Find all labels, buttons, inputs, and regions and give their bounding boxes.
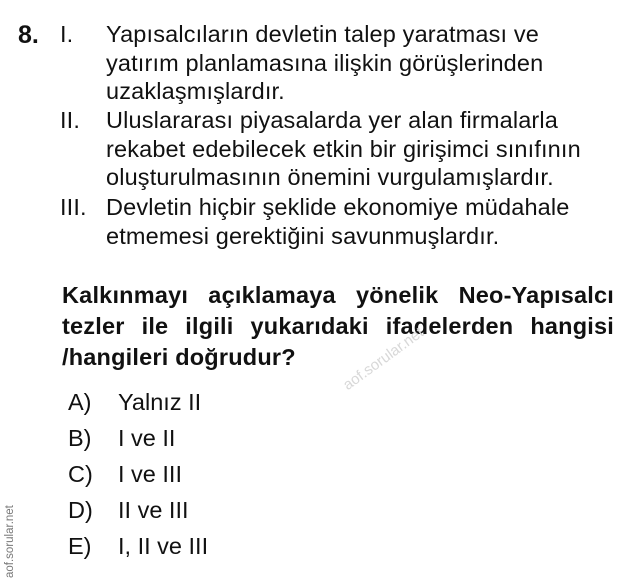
option-c[interactable] [68, 456, 182, 492]
option-letter: A) [68, 389, 92, 415]
option-text: I ve III [118, 461, 182, 487]
option-b[interactable] [68, 420, 175, 456]
question-text: Kalkınmayı açıklamaya yönelik Neo-Yapısalcı tezler ile ilgili yukarıdaki ifadelerden hangisi /hangileri doğrudur? [62, 282, 614, 370]
option-letter: C) [68, 461, 93, 487]
statement-line: rekabet edebilecek etkin bir girişimci sınıfının [106, 135, 581, 162]
option-text: I ve II [118, 425, 176, 451]
statement-line: Uluslararası piyasalarda yer alan firmalarla [106, 107, 558, 133]
watermark-diagonal: aof.sorular.net [340, 324, 427, 394]
statement-numeral: III. [60, 194, 87, 220]
option-letter: D) [68, 497, 93, 523]
statement-line: etmemesi gerektiğini savunmuşlardır. [106, 222, 500, 249]
option-a[interactable] [68, 384, 201, 420]
option-text: Yalnız II [118, 389, 202, 415]
statement-line: Devletin hiçbir şeklide ekonomiye müdahale [106, 194, 570, 220]
statement-numeral: I. [60, 21, 74, 47]
statement-line: yatırım planlamasına ilişkin görüşlerinden [106, 49, 544, 76]
statement-line: Yapısalcıların devletin talep yaratması ve [106, 21, 539, 47]
statement-line: uzaklaşmışlardır. [106, 78, 285, 104]
statement-3 [60, 193, 620, 250]
question-number: 8. [18, 21, 39, 49]
option-e[interactable] [68, 528, 208, 564]
option-text: II ve III [118, 497, 189, 523]
statement-1 [60, 20, 620, 106]
watermark-side: aof.sorular.net [4, 505, 16, 578]
option-letter: B) [68, 425, 92, 451]
option-d[interactable] [68, 492, 189, 528]
option-letter: E) [68, 533, 92, 559]
option-text: I, II ve III [118, 533, 209, 559]
statement-numeral: II. [60, 107, 81, 133]
statement-2 [60, 106, 620, 192]
statement-line: oluşturulmasının önemini vurgulamışlardır. [106, 164, 554, 190]
